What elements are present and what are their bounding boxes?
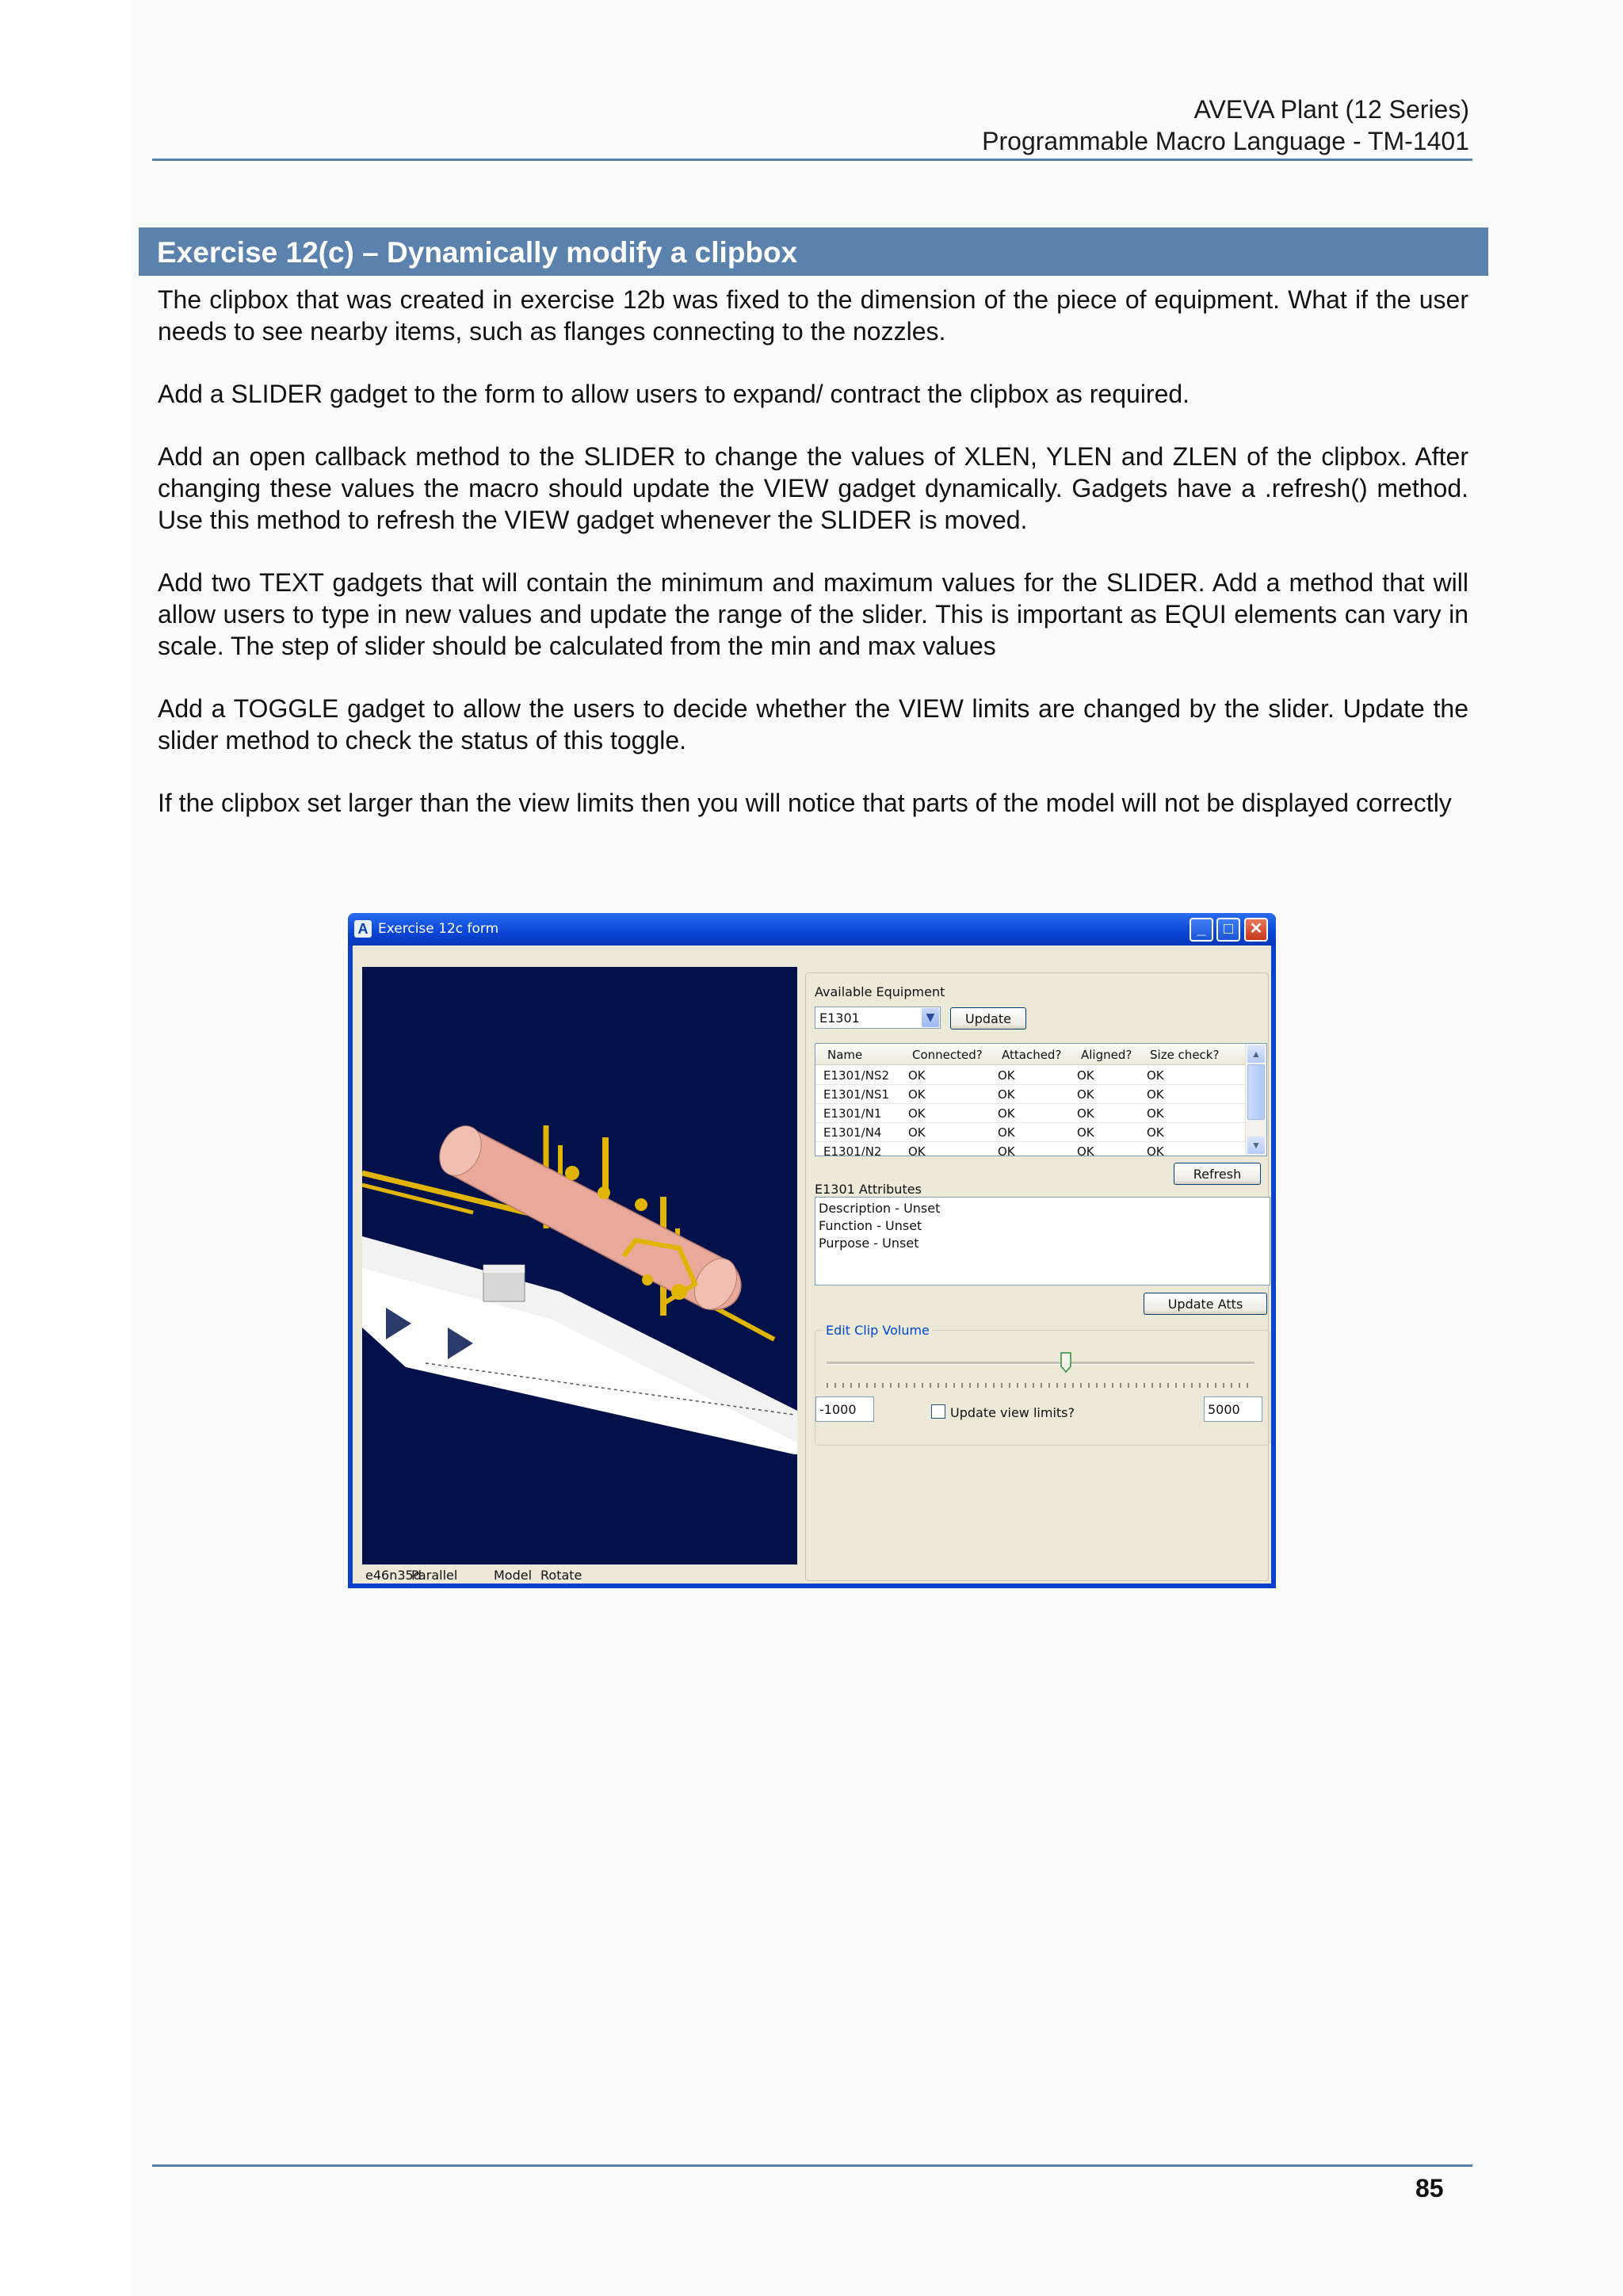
paragraph-6: If the clipbox set larger than the view limits then you will notice that parts of the model will not be displayed correctly [158, 789, 1452, 817]
window-title: Exercise 12c form [378, 921, 499, 937]
grid-column-header[interactable]: Name [827, 1048, 863, 1062]
scroll-up-icon[interactable]: ▲ [1247, 1045, 1265, 1063]
table-cell: OK [1147, 1125, 1164, 1140]
equipment-select[interactable] [815, 1007, 941, 1029]
table-row[interactable] [815, 1141, 1247, 1156]
footer-divider [152, 2164, 1472, 2167]
view-status-bar [362, 1564, 797, 1584]
plant-model-render [362, 967, 797, 1564]
table-cell: OK [908, 1106, 926, 1121]
attribute-line: Function - Unset [819, 1218, 922, 1233]
slider-track[interactable] [827, 1362, 1254, 1365]
max-value-field[interactable]: 5000 [1204, 1396, 1262, 1422]
table-cell: OK [1147, 1087, 1164, 1102]
table-cell: E1301/N4 [823, 1125, 882, 1140]
attributes-label: E1301 Attributes [815, 1182, 922, 1197]
chevron-down-icon[interactable]: ▼ [922, 1008, 939, 1027]
table-cell: OK [998, 1106, 1015, 1121]
slider-ticks [827, 1383, 1254, 1388]
update-view-limits-checkbox[interactable] [931, 1404, 945, 1419]
table-cell: OK [908, 1144, 926, 1156]
exercise-title-bar [139, 227, 1488, 276]
scroll-thumb[interactable] [1247, 1064, 1265, 1120]
paragraph-3: Add an open callback method to the SLIDER to change the values of XLEN, YLEN and ZLEN of the clipbox. After changing these values the macro should update the VIEW gadget dynamically. Gadgets have a .refresh() method. Use this method to refresh the VIEW gadget whenever the SLIDER is moved. [158, 442, 1468, 534]
grid-column-header[interactable]: Attached? [1002, 1048, 1062, 1062]
scroll-down-icon[interactable]: ▼ [1247, 1137, 1265, 1154]
table-cell: E1301/N1 [823, 1106, 882, 1121]
grid-column-header[interactable]: Connected? [912, 1048, 983, 1062]
clip-frame-title: Edit Clip Volume [823, 1323, 932, 1338]
table-cell: OK [1077, 1087, 1094, 1102]
table-row[interactable] [815, 1065, 1247, 1085]
maximize-button[interactable]: □ [1216, 918, 1240, 942]
table-cell: OK [1077, 1144, 1094, 1156]
clip-slider-thumb[interactable] [1060, 1352, 1071, 1373]
update-atts-button[interactable]: Update Atts [1144, 1293, 1267, 1315]
status-mode: Model [494, 1568, 533, 1583]
edit-clip-volume-frame [815, 1323, 1270, 1446]
table-cell: E1301/N2 [823, 1144, 882, 1156]
minimize-button[interactable]: _ [1190, 918, 1213, 942]
attributes-textarea[interactable] [815, 1197, 1270, 1286]
3d-view[interactable] [362, 967, 797, 1564]
table-cell: E1301/NS1 [823, 1087, 889, 1102]
table-cell: OK [998, 1144, 1015, 1156]
header-line2: Programmable Macro Language - TM-1401 [982, 127, 1469, 155]
table-cell: OK [1077, 1106, 1094, 1121]
equipment-grid[interactable] [815, 1043, 1267, 1156]
table-cell: OK [908, 1125, 926, 1140]
attribute-line: Purpose - Unset [819, 1236, 919, 1251]
equipment-select-value: E1301 [819, 1010, 860, 1026]
table-cell: E1301/NS2 [823, 1068, 889, 1083]
table-cell: OK [1147, 1068, 1164, 1083]
exercise-form-window [348, 913, 1276, 1588]
grid-scrollbar[interactable] [1245, 1044, 1266, 1156]
window-title-bar[interactable] [348, 913, 1276, 946]
grid-column-header[interactable]: Aligned? [1081, 1048, 1132, 1062]
window-client [353, 946, 1271, 1584]
table-row[interactable] [815, 1103, 1247, 1123]
table-cell: OK [908, 1087, 926, 1102]
exercise-title: Exercise 12(c) – Dynamically modify a clipbox [157, 236, 798, 269]
update-view-limits-label: Update view limits? [950, 1405, 1075, 1420]
available-equipment-label: Available Equipment [815, 984, 945, 999]
paragraph-1: The clipbox that was created in exercise 12b was fixed to the dimension of the piece of equipment. What if the user needs to see nearby items, such as flanges connecting to the nozzles. [158, 285, 1468, 346]
table-cell: OK [1147, 1106, 1164, 1121]
table-cell: OK [998, 1068, 1015, 1083]
table-cell: OK [998, 1125, 1015, 1140]
table-cell: OK [1077, 1068, 1094, 1083]
status-projection: Parallel [411, 1568, 458, 1583]
paragraph-2: Add a SLIDER gadget to the form to allow users to expand/ contract the clipbox as required. [158, 380, 1190, 408]
header-line1: AVEVA Plant (12 Series) [1193, 95, 1469, 124]
page-number: 85 [1415, 2174, 1444, 2202]
update-button[interactable]: Update [950, 1007, 1026, 1030]
table-row[interactable] [815, 1084, 1247, 1104]
status-view-id: e46n35d [365, 1568, 422, 1583]
refresh-button[interactable]: Refresh [1174, 1163, 1261, 1185]
table-row[interactable] [815, 1122, 1247, 1142]
attribute-line: Description - Unset [819, 1201, 941, 1216]
control-panel [805, 972, 1269, 1581]
app-icon: A [354, 920, 372, 938]
table-cell: OK [998, 1087, 1015, 1102]
table-cell: OK [1077, 1125, 1094, 1140]
min-value-field[interactable]: -1000 [815, 1396, 874, 1422]
close-button[interactable]: ✕ [1244, 918, 1268, 942]
status-action: Rotate [540, 1568, 582, 1583]
header-divider [152, 159, 1472, 161]
table-cell: OK [908, 1068, 926, 1083]
table-cell: OK [1147, 1144, 1164, 1156]
grid-header [815, 1044, 1247, 1065]
paragraph-4: Add two TEXT gadgets that will contain the minimum and maximum values for the SLIDER. Add a method that will allow users to type in new values and update the range of the slider. This is important as EQUI elements can vary in scale. The step of slider should be calculated from the min and max values [158, 568, 1468, 660]
grid-column-header[interactable]: Size check? [1150, 1048, 1220, 1062]
paragraph-5: Add a TOGGLE gadget to allow the users to decide whether the VIEW limits are changed by the slider. Update the slider method to check the status of this toggle. [158, 694, 1468, 755]
